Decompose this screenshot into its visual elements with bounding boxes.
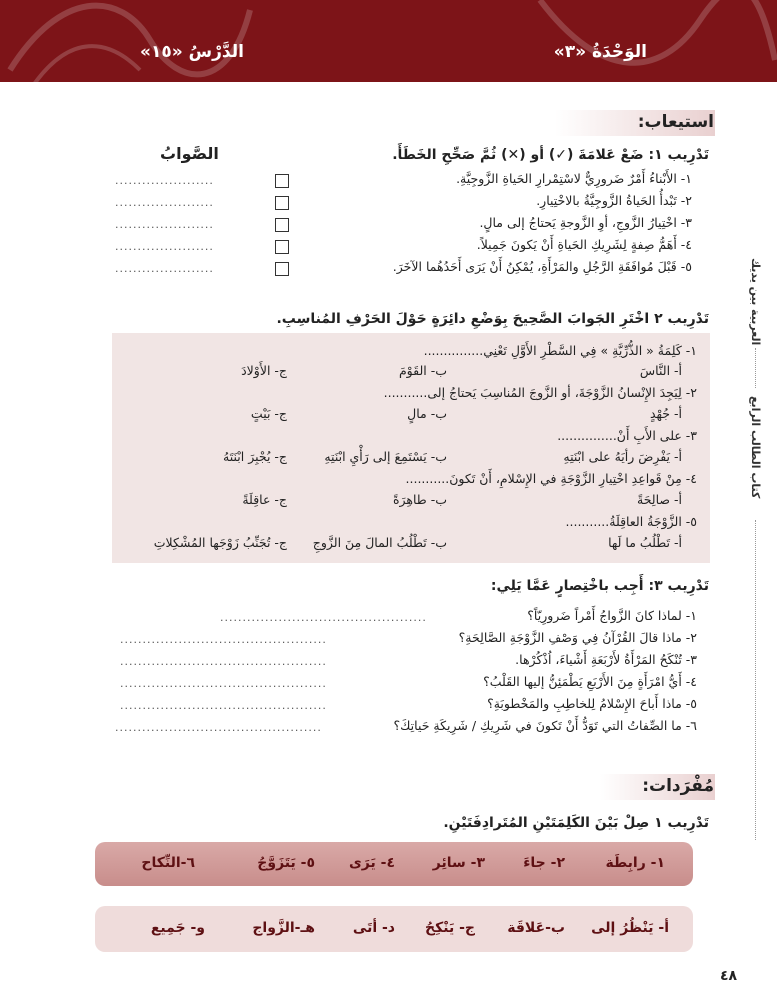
exercise-1-title: تَدْرِيب ١: ضَعْ عَلامَةَ (✓) أو (✕) ثُمَّ صَحِّحِ الخَطَأَ. xyxy=(392,147,709,163)
answer-blank[interactable]: .............................................. xyxy=(120,633,327,646)
ex3-question: ٣- تُنْكَحُ المَرْأَةُ لأَرْبَعَةِ أَشْياءَ، اُذْكُرْها. xyxy=(515,652,697,667)
correction-blank[interactable]: ...................... xyxy=(115,240,214,253)
ex2-question: ٣- على الأَبِ أَنْ............... xyxy=(557,428,697,443)
option-c[interactable]: ج- تُجَنِّبُ زَوْجَها المُشْكِلاتِ xyxy=(153,535,287,550)
option-b[interactable]: ب- تَطْلُبُ المالَ مِنَ الزَّوجِ xyxy=(312,535,447,550)
ex3-question: ٦- ما الصِّفاتُ التي تَوَدُّ أَنْ تَكونَ في شَرِيكِ / شَرِيكَةِ حَياتِكَ؟ xyxy=(393,718,697,733)
correct-header: الصَّوابُ xyxy=(160,144,219,163)
ex2-question: ٢- لِيَجِدَ الإِنْسانُ الزَّوْجَةَ، أو الزَّوجَ المُناسِبَ يَحتاجُ إلى........... xyxy=(383,385,697,400)
exercise-3-title: تَدْرِيب ٣: أَجِب باخْتِصارٍ عَمَّا يَلِي: xyxy=(490,578,709,594)
ex1-item: ٢- تَبْدأُ الحَياةُ الزَّوجِيَّةُ بالاخْتِيارِ. xyxy=(536,193,692,208)
vocab-word[interactable]: ج- يَنْكِحُ xyxy=(425,920,475,936)
vocab-word[interactable]: و- جَمِيع xyxy=(150,920,205,936)
vocab-word[interactable]: ١- رابِطَة xyxy=(605,855,665,871)
correction-blank[interactable]: ...................... xyxy=(115,262,214,275)
decorative-calligraphy xyxy=(0,0,260,82)
option-a[interactable]: أ- جُهْدٍ xyxy=(649,406,682,421)
option-c[interactable]: ج- يُجْبِرَ ابْنَتَهُ xyxy=(223,449,287,464)
vocab-row-numbers xyxy=(95,842,693,886)
ex2-question: ٥- الزَّوْجَةُ العاقِلَةُ........... xyxy=(565,514,697,529)
ex3-question: ١- لماذا كانَ الزَّواجُ أَمْراً ضَرورِيّاً؟ xyxy=(527,608,697,623)
correction-blank[interactable]: ...................... xyxy=(115,196,214,209)
side-divider-long xyxy=(755,520,756,840)
answer-blank[interactable]: .............................................. xyxy=(120,677,327,690)
vocab-word[interactable]: أ- يَنْظُرُ إلى xyxy=(591,920,669,936)
option-b[interactable]: ب- القَوْمَ xyxy=(398,363,447,378)
book-name: العربية بين يديك xyxy=(749,258,762,346)
vocab-word[interactable]: د- أتَى xyxy=(352,920,395,936)
vocab-word[interactable]: ٣- سائِر xyxy=(432,855,485,871)
option-c[interactable]: ج- بَيْتٍ xyxy=(250,406,287,421)
option-a[interactable]: أ- تَطْلُبُ ما لَها xyxy=(608,535,682,550)
unit-title: الوَحْدَةُ «٣» xyxy=(553,42,647,62)
ex2-question: ٤- مِنْ قَواعِدِ اخْتِيارِ الزَّوْجَةِ في الإِسْلامِ، أَنْ تَكونَ........... xyxy=(405,471,697,486)
option-c[interactable]: ج- عاقِلَةً xyxy=(242,492,287,507)
option-a[interactable]: أ- صالِحَةً xyxy=(637,492,682,507)
answer-blank[interactable]: .............................................. xyxy=(115,721,322,734)
answer-checkbox[interactable] xyxy=(275,262,289,276)
vocab-word[interactable]: ٤- يَرَى xyxy=(348,855,395,871)
ex3-question: ٢- ماذا قالَ القُرْآنُ فِي وَصْفِ الزَّوْجَةِ الصَّالِحَةِ؟ xyxy=(458,630,697,645)
answer-checkbox[interactable] xyxy=(275,240,289,254)
ex1-item: ٥- قَبْلَ مُوافَقَةِ الرَّجُلِ والمَرْأَةِ، يُمْكِنُ أَنْ يَرَى أَحَدُهُما الآخَرَ. xyxy=(392,259,692,274)
answer-checkbox[interactable] xyxy=(275,174,289,188)
answer-blank[interactable]: .............................................. xyxy=(120,699,327,712)
correction-blank[interactable]: ...................... xyxy=(115,218,214,231)
correction-blank[interactable]: ...................... xyxy=(115,174,214,187)
page-number: ٤٨ xyxy=(720,968,738,984)
option-b[interactable]: ب- يَسْتَمِعَ إلى رَأْيِ ابْنَتِهِ xyxy=(324,449,447,464)
side-book-label xyxy=(745,258,767,848)
option-c[interactable]: ج- الأَوْلادَ xyxy=(241,363,287,378)
answer-checkbox[interactable] xyxy=(275,196,289,210)
answer-checkbox[interactable] xyxy=(275,218,289,232)
answer-blank[interactable]: .............................................. xyxy=(220,611,427,624)
option-a[interactable]: أ- يَفْرِضَ رأيَهُ على ابْنَتِهِ xyxy=(563,449,682,464)
vocab-exercise-1-title: تَدْرِيب ١ صِلْ بَيْنَ الكَلِمَتَيْنِ المُتَرادِفَتَيْنِ. xyxy=(443,815,709,831)
option-a[interactable]: أ- النَّاسَ xyxy=(639,363,682,378)
vocab-word[interactable]: هـ-الزَّواج xyxy=(252,920,315,936)
vocab-word[interactable]: ٦-النِّكاح xyxy=(141,855,195,871)
answer-blank[interactable]: .............................................. xyxy=(120,655,327,668)
ex1-item: ١- الأَبْناءُ أَمْرٌ ضَرورِيٌّ لاسْتِمْرارِ الحَياةِ الزَّوجِيَّةِ. xyxy=(456,171,692,186)
side-divider xyxy=(755,348,756,388)
vocab-word[interactable]: ٢- جاءَ xyxy=(523,855,565,871)
vocab-row-letters xyxy=(95,906,693,952)
ex1-item: ٣- اخْتِيارُ الزَّوجِ، أوِ الزَّوجةِ يَحتاجُ إلى مالٍ. xyxy=(479,215,692,230)
lesson-title: الدَّرْسُ «١٥» xyxy=(140,42,244,62)
option-b[interactable]: ب- طاهِرَةً xyxy=(392,492,447,507)
ex3-question: ٤- أَيُّ امْرَأَةٍ مِنَ الأَرْبَعِ يَطْمَئِنُّ إليها القَلْبُ؟ xyxy=(483,674,697,689)
book-volume: كتاب الطالب الرابع xyxy=(749,396,762,499)
decorative-calligraphy-right xyxy=(520,0,777,82)
ex1-item: ٤- أَهَمُّ صِفةٍ لِشَرِيكِ الحَياةِ أَنْ يَكونَ جَمِيلاً. xyxy=(476,237,692,252)
ex3-question: ٥- ماذا أَباحَ الإِسْلامُ لِلخاطِبِ والمَخْطوبَةِ؟ xyxy=(487,696,697,711)
section-title-vocabulary: مُفْرَدات: xyxy=(642,776,714,796)
section-title-comprehension: استيعاب: xyxy=(637,112,714,132)
ex2-question: ١- كَلِمَةُ « الذُّرِّيَّةِ » فِي السَّطْرِ الأَوَّلِ تَعْنِي............... xyxy=(423,343,697,358)
page-header xyxy=(0,0,777,82)
vocab-word[interactable]: ب-عَلاقَة xyxy=(507,920,565,936)
vocab-word[interactable]: ٥- يَتَزَوَّجُ xyxy=(257,855,315,871)
exercise-2-title: تَدْرِيب ٢ اخْتَرِ الجَوابَ الصَّحِيحَ بِوَضْعِ دائِرَةٍ حَوْلَ الحَرْفِ المُناسِبِ. xyxy=(276,311,709,327)
option-b[interactable]: ب- مالٍ xyxy=(407,406,447,421)
